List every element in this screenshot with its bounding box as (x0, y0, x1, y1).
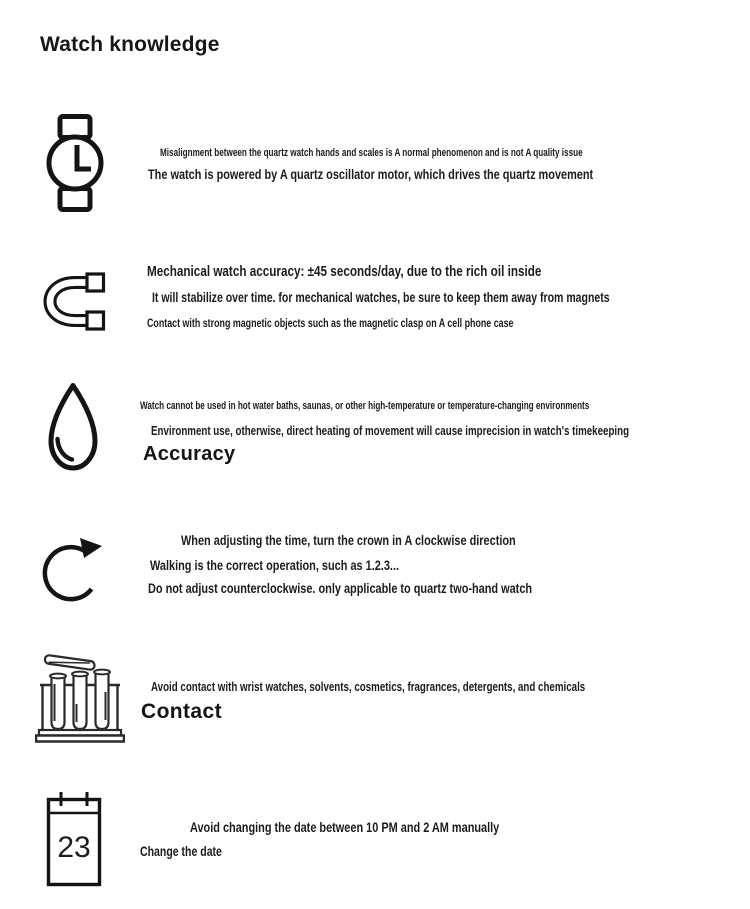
rotation-note-1: When adjusting the time, turn the crown in A clockwise direction (181, 532, 516, 548)
rotation-section-text (0, 531, 750, 598)
date-note: Avoid changing the date between 10 PM and 2 AM manually (190, 819, 500, 835)
watch-section-text (0, 146, 750, 184)
page-title: Watch knowledge (40, 33, 220, 56)
watch-note-small: Misalignment between the quartz watch hands and scales is A normal phenomenon and is not A quality issue (160, 147, 583, 159)
temperature-note-2: Environment use, otherwise, direct heating of movement will cause imprecision in watch's timekeeping (151, 424, 630, 438)
chemicals-note: Avoid contact with wrist watches, solvents, cosmetics, fragrances, detergents, and chemicals (151, 680, 586, 694)
magnet-note-3: Contact with strong magnetic objects such as the magnetic clasp on A cell phone case (147, 316, 514, 330)
rotation-note-2: Walking is the correct operation, such as 1.2.3... (150, 557, 400, 573)
magnet-note-2: It will stabilize over time. for mechanical watches, be sure to keep them away from magnets (152, 290, 610, 305)
contact-heading: Contact (141, 700, 222, 723)
magnet-note-1: Mechanical watch accuracy: ±45 seconds/day, due to the rich oil inside (147, 263, 542, 280)
chemicals-section-text (0, 679, 750, 725)
watch-note-main: The watch is powered by A quartz oscillator motor, which drives the quartz movement (148, 166, 594, 182)
change-date-heading: Change the date (140, 844, 222, 859)
accuracy-heading: Accuracy (143, 443, 236, 465)
temperature-section-text (0, 399, 750, 466)
magnet-section-text (0, 262, 750, 331)
date-section-text (0, 818, 750, 864)
temperature-note-1: Watch cannot be used in hot water baths, saunas, or other high-temperature or temperature-changing environments (140, 400, 590, 412)
calendar-day-label: 23 (57, 831, 91, 864)
rotation-note-3: Do not adjust counterclockwise. only applicable to quartz two-hand watch (148, 580, 533, 596)
